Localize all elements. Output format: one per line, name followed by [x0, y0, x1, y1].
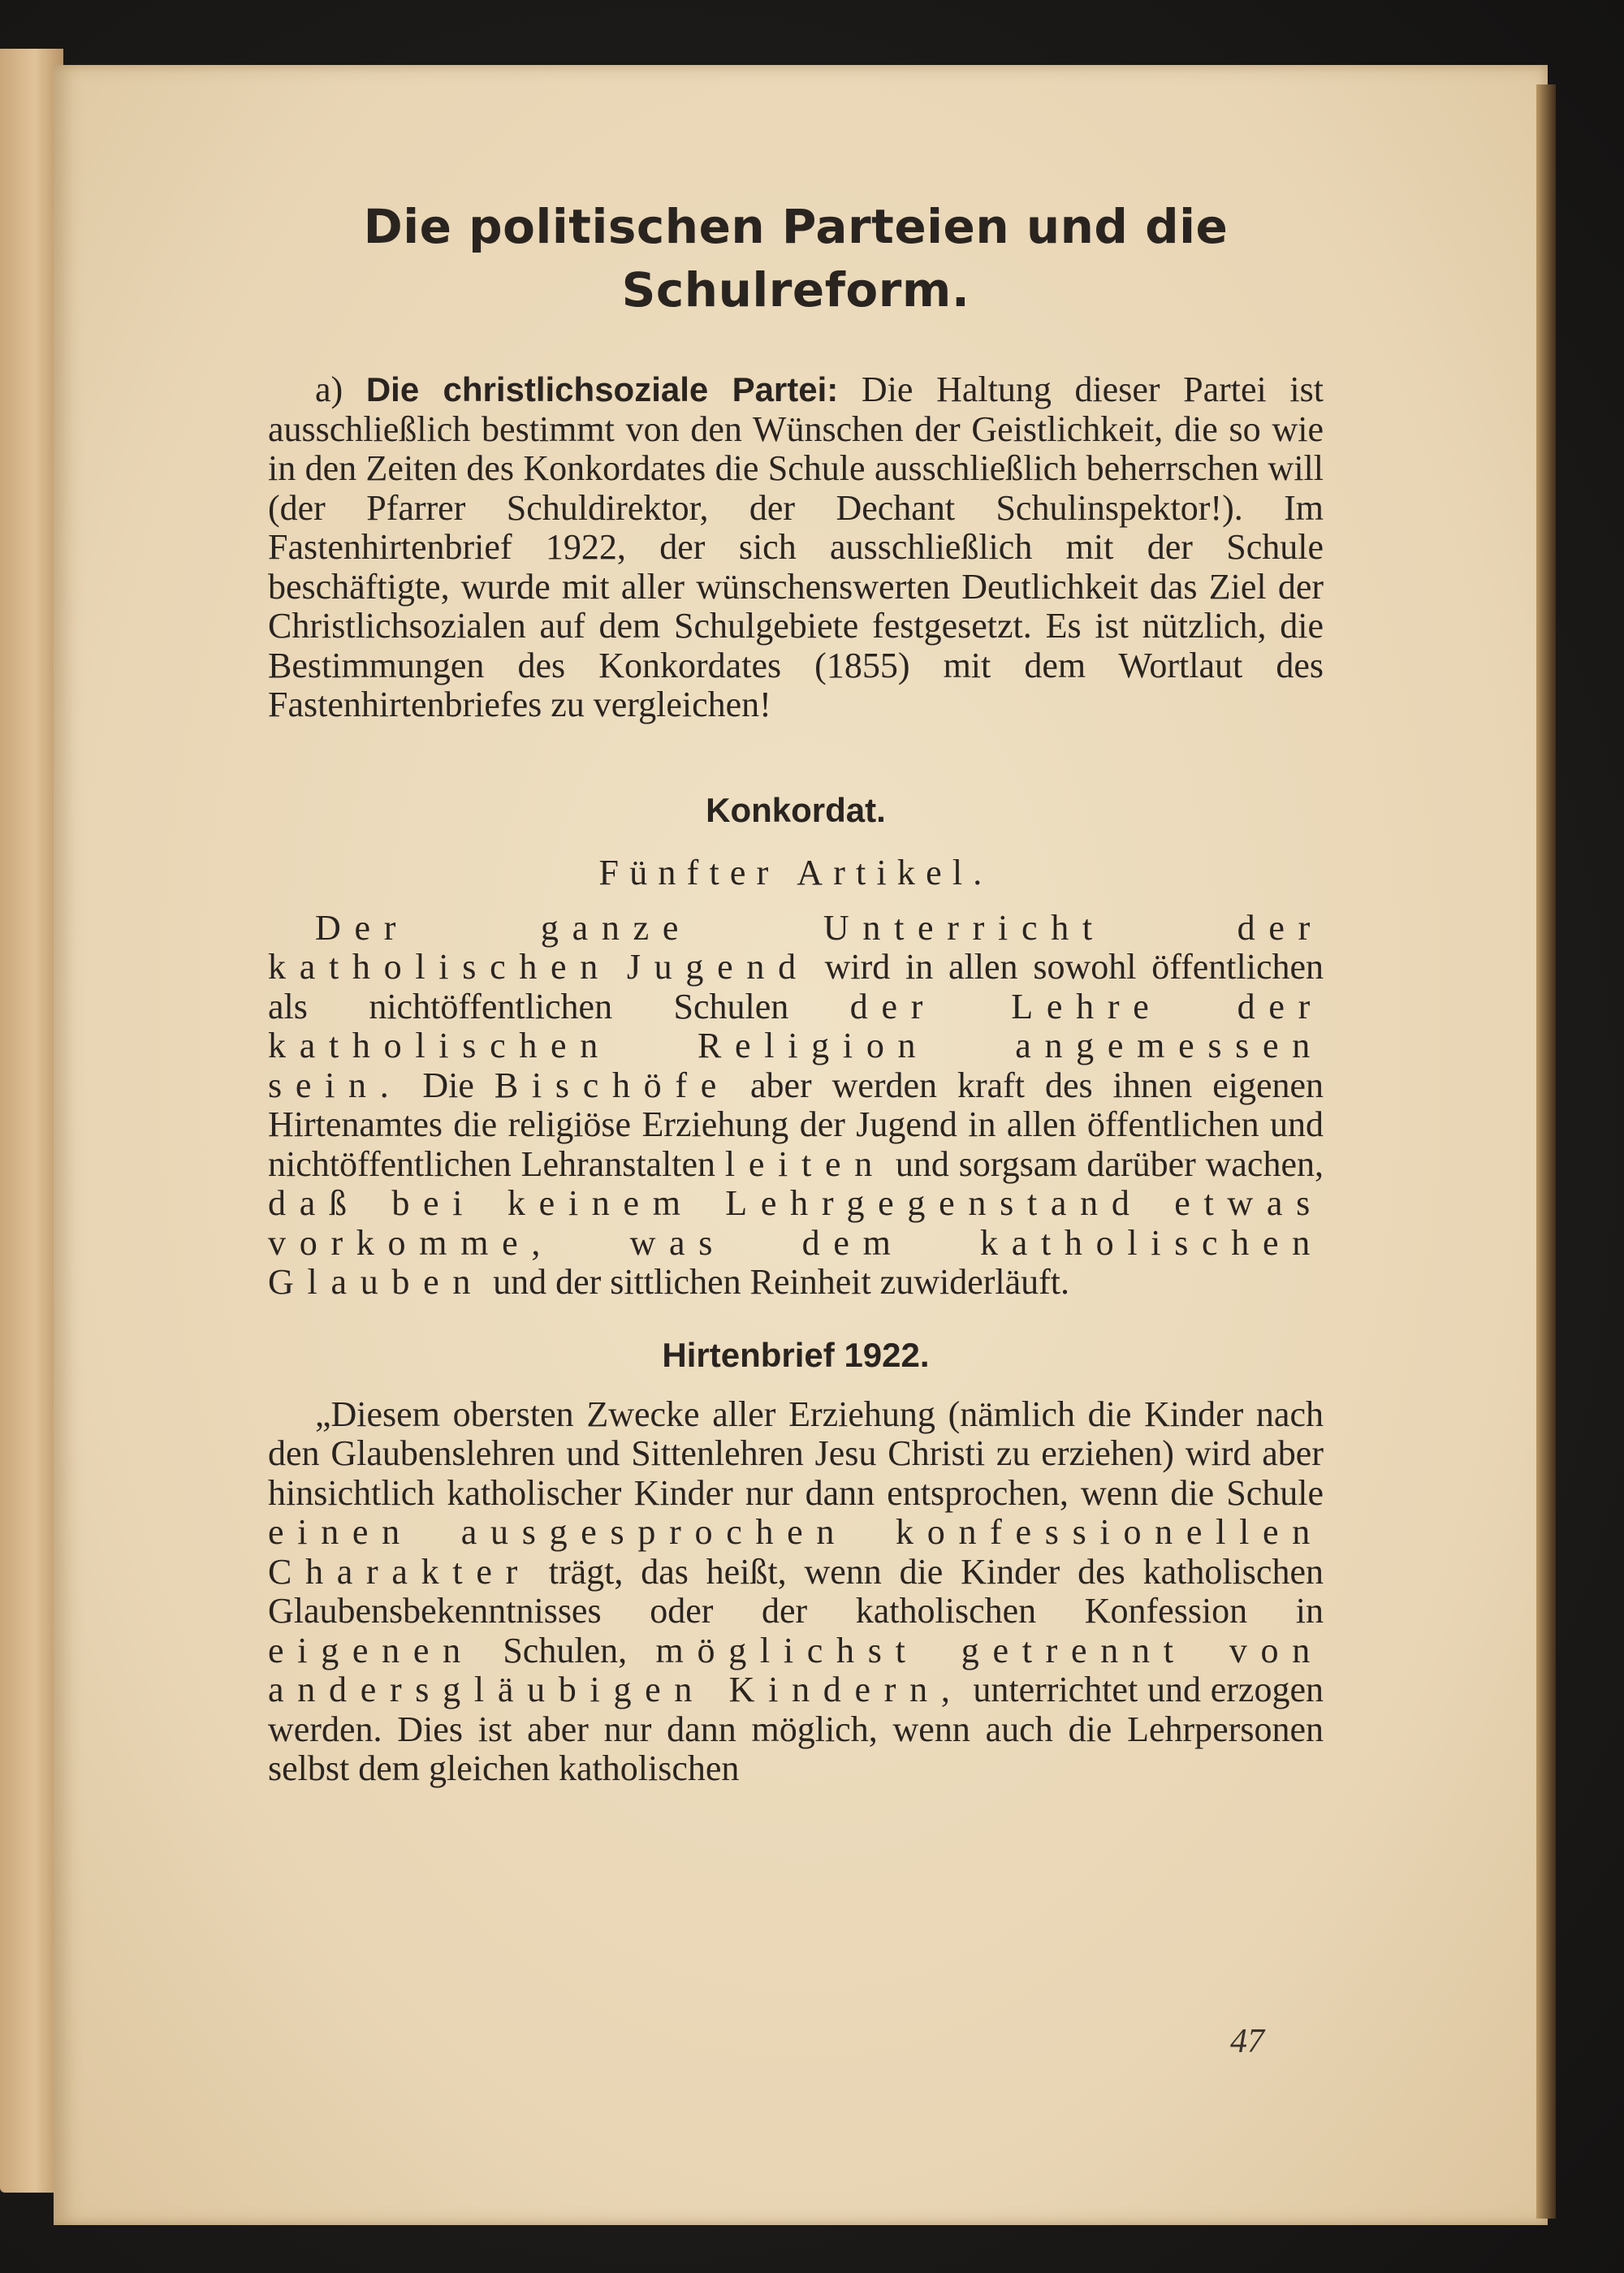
konkordat-text-3: wird in allen sowohl öffentlichen als nichtöffentlichen Schulen [268, 947, 1324, 1026]
konkordat-emph-10: daß bei keinem Lehrgegenstand etwas vorkomme, was dem katholischen Glauben [268, 1183, 1324, 1302]
title-line-2: Schulreform. [621, 262, 970, 318]
konkordat-emph-2: Jugend [626, 947, 810, 987]
konkordat-text-11: und der sittlichen Reinheit zuwiderläuft. [484, 1262, 1070, 1302]
hirtenbrief-text-3: trägt, das heißt, wenn die Kinder des katholischen Glaubensbekenntnisses oder der katholischen Konfession in [268, 1551, 1324, 1631]
konkordat-emph-6: Bischöfe [494, 1065, 731, 1105]
title-line-1: Die politischen Parteien und die [363, 199, 1229, 254]
konkordat-text-5: Die [402, 1065, 495, 1105]
page-number: 47 [1230, 2023, 1264, 2060]
konkordat-emph-1: Der ganze Unterricht der katholischen [268, 907, 1324, 987]
konkordat-emph-8: leiten [724, 1143, 886, 1184]
konkordat-text-7: aber werden kraft des ihnen eigenen Hirtenamtes die religiöse Erziehung der Jugend in allen öffentlichen und nichtöffentlichen Lehranstalten [268, 1065, 1324, 1184]
hirtenbrief-text-1: „Diesem obersten Zwecke aller Erziehung (nämlich die Kinder nach den Glaubenslehren und Sittenlehren Jesu Christi zu erziehen) wird aber hinsichtlich katholischer Kinder nur dann entsprochen, wenn die Schule [268, 1394, 1324, 1513]
section-a-paragraph [268, 370, 1324, 725]
hirtenbrief-emph-6: möglichst getrennt von andersgläubigen Kindern, [268, 1630, 1324, 1709]
konkordat-emph-4: der Lehre der katholischen Religion angemessen sein. [268, 986, 1324, 1105]
section-a-heading: Die christlichsoziale Partei: [365, 370, 839, 408]
hirtenbrief-quote [268, 1395, 1324, 1789]
section-a-label: a) [315, 369, 366, 409]
page-title [268, 195, 1324, 322]
hirtenbrief-text-7: unterrichtet und erzogen werden. Dies ist aber nur dann möglich, wenn auch die Lehrpersonen selbst dem gleichen katholischen [268, 1670, 1324, 1788]
hirtenbrief-heading: Hirtenbrief 1922. [662, 1335, 930, 1374]
hirtenbrief-emph-2: einen ausgesprochen konfessionellen Charakter [268, 1512, 1324, 1592]
konkordat-subheading: Fünfter Artikel. [598, 852, 993, 892]
page-content [268, 195, 1324, 1789]
section-a-text: Die Haltung dieser Partei ist ausschließlich bestimmt von den Wünschen der Geistlichkeit, die so wie in den Zeiten des Konkordates die Schule ausschließlich beherrschen will (der Pfarrer Schuldirektor, der Dechant Schulinspektor!). Im Fastenhirtenbrief 1922, der sich ausschließlich mit der Schule beschäftigte, wurde mit aller wünschenswerten Deutlichkeit das Ziel der Christlichsozialen auf dem Schulgebiete festgesetzt. Es ist nützlich, die Bestimmungen des Konkordates (1855) mit dem Wortlaut des Fastenhirtenbriefes zu vergleichen! [268, 369, 1324, 724]
konkordat-text-9: und sorgsam darüber wachen, [885, 1143, 1324, 1184]
konkordat-article-text [268, 909, 1324, 1303]
page-binding-edge [1536, 84, 1556, 2219]
hirtenbrief-text-5: Schulen, [473, 1630, 656, 1670]
hirtenbrief-emph-4: eigenen [268, 1630, 474, 1670]
konkordat-heading: Konkordat. [706, 790, 886, 829]
